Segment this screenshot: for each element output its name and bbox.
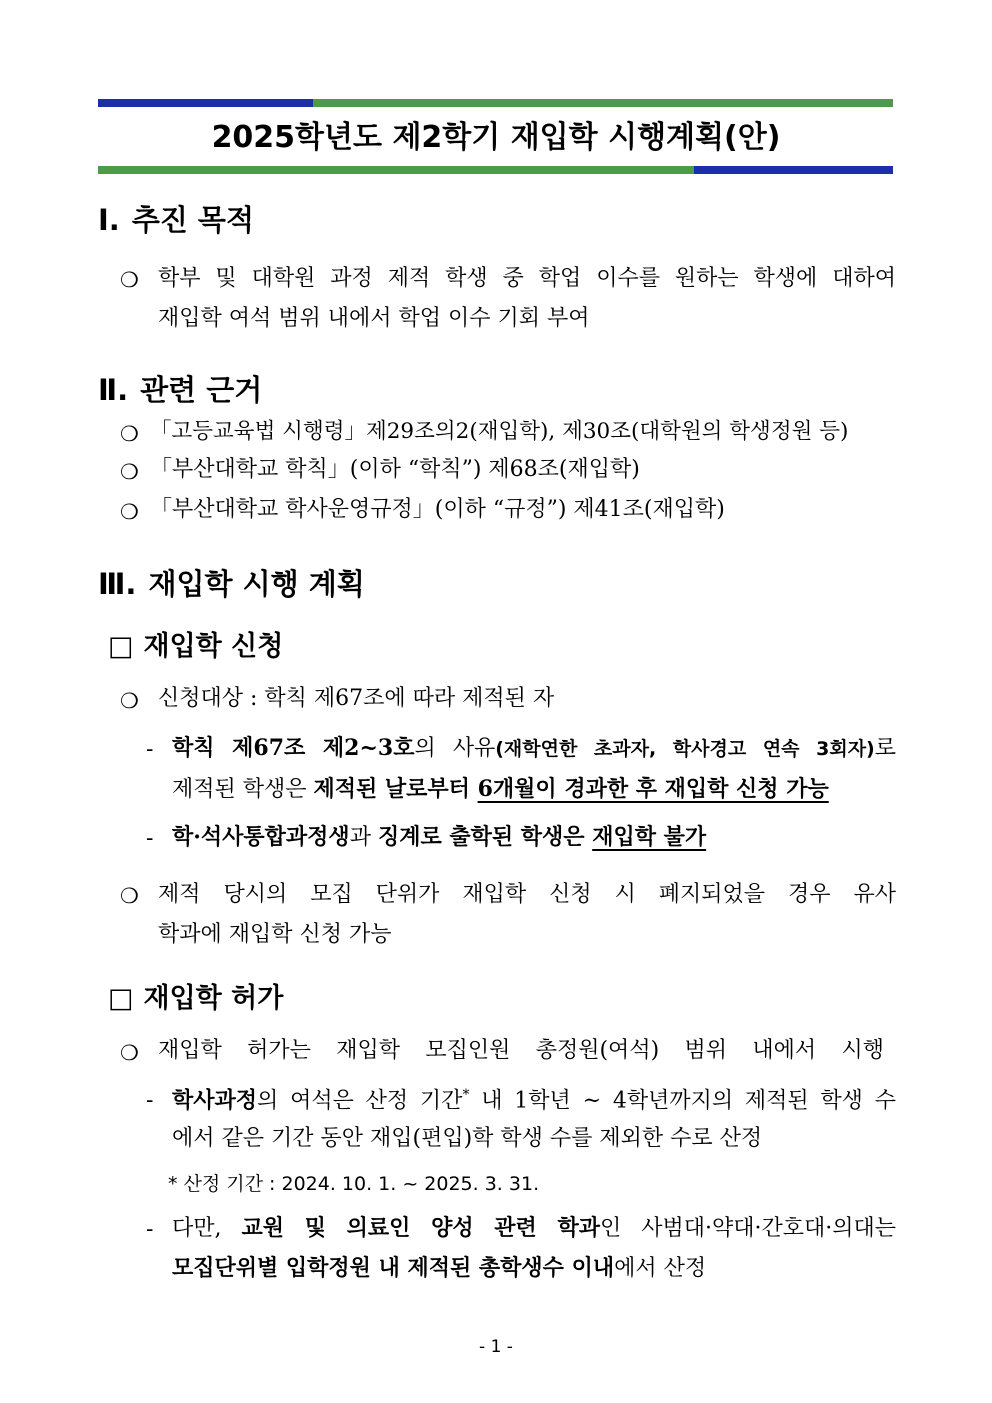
apply-reason-detail: (재학연한 초과자, 학사경고 연속 3회자): [495, 738, 875, 760]
apply-heading-text: 재입학 신청: [143, 631, 284, 662]
apply-reason-line-1: [172, 737, 896, 760]
permit-period-note: * 산정 기간 : 2024. 10. 1. ~ 2025. 3. 31.: [168, 1173, 540, 1195]
page-number: - 1 -: [479, 1337, 513, 1357]
purpose-line-2: 재입학 여석 범위 내에서 학업 이수 기회 부여: [158, 306, 590, 331]
bullet-icon: ❍: [120, 689, 139, 713]
title-bar-bottom-blue: [694, 166, 893, 174]
apply-exclusion-and: 과: [349, 825, 378, 850]
permit-undergrad-text: 의 여석은 산정 기간: [257, 1088, 463, 1114]
permit-undergrad-line-1: [172, 1088, 896, 1112]
section-3-title: 재입학 시행 계획: [148, 567, 365, 601]
permit-undergrad-line-2: 에서 같은 기간 동안 재입(편입)학 학생 수를 제외한 수로 산정: [172, 1126, 763, 1151]
section-1-number: Ⅰ.: [98, 203, 120, 237]
basis-item-1: 「고등교육법 시행령」제29조의2(재입학), 제30조(대학원의 학생정원 등): [150, 419, 849, 444]
bullet-icon: ❍: [120, 500, 139, 524]
permit-exception-line-2: [172, 1257, 706, 1280]
apply-abolish-line-2: 학과에 재입학 신청 가능: [158, 922, 392, 947]
basis-item-2: 「부산대학교 학칙」(이하 “학칙”) 제68조(재입학): [150, 457, 640, 482]
apply-reason-expelled: 제적된 학생은: [172, 777, 314, 802]
permit-exception-however: 다만,: [172, 1216, 242, 1241]
permit-exception-line-1: [172, 1217, 896, 1240]
title-bar-top-blue: [98, 99, 313, 107]
permit-exception-colleges: 인 사범대·약대·간호대·의대는: [599, 1216, 896, 1241]
permit-undergrad-range: 내 1학년 ~ 4학년까지의 제적된 학생 수: [469, 1088, 896, 1114]
apply-exclusion-integrated: 학·석사통합과정생: [172, 824, 350, 850]
section-3-number: Ⅲ.: [98, 567, 137, 601]
box-icon: □: [108, 631, 134, 662]
purpose-line-1: 학부 및 대학원 과정 제적 학생 중 학업 이수를 원하는 학생에 대하여: [158, 266, 896, 291]
apply-reason-text: 의 사유: [414, 736, 496, 761]
permit-exception-departments: 교원 및 의료인 양성 관련 학과: [241, 1215, 600, 1241]
section-2-heading: [98, 368, 262, 409]
permit-heading: [108, 976, 283, 1015]
title-bar-top-green: [313, 99, 893, 107]
section-1-heading: [98, 198, 254, 239]
document-title: 2025학년도 제2학기 재입학 시행계획(안): [211, 120, 781, 155]
section-1-title: 추진 목적: [131, 203, 254, 237]
bullet-icon: ❍: [120, 268, 139, 292]
apply-heading: [108, 624, 283, 663]
permit-exception-quota: 모집단위별 입학정원 내 제적된 총학생수 이내: [172, 1255, 615, 1281]
section-2-number: Ⅱ.: [98, 373, 129, 407]
dash-icon: -: [146, 826, 154, 851]
apply-abolish-line-1: 제적 당시의 모집 단위가 재입학 신청 시 폐지되었을 경우 유사: [158, 882, 896, 907]
box-icon: □: [108, 983, 134, 1014]
bullet-icon: ❍: [120, 884, 139, 908]
bullet-icon: ❍: [120, 422, 139, 446]
apply-exclusion-discipline: 징계로 출학된 학생은: [377, 824, 593, 850]
dash-icon: -: [146, 1088, 154, 1113]
permit-undergrad-label: 학사과정: [172, 1087, 258, 1114]
apply-exclusion-line: [172, 826, 706, 849]
dash-icon: -: [146, 1217, 154, 1242]
apply-reason-line-2: [172, 778, 829, 801]
dash-icon: -: [146, 737, 154, 762]
permit-heading-text: 재입학 허가: [143, 983, 284, 1014]
basis-item-3: 「부산대학교 학사운영규정」(이하 “규정”) 제41조(재입학): [150, 497, 725, 522]
apply-reason-suffix: 로: [874, 736, 897, 761]
permit-exception-suffix: 에서 산정: [614, 1256, 707, 1281]
apply-reason-six-months: 6개월이 경과한 후 재입학 신청 가능: [477, 776, 829, 802]
apply-reason-article: 학칙 제67조 제2~3호: [172, 735, 415, 761]
permit-undergrad-star: *: [462, 1087, 470, 1103]
bullet-icon: ❍: [120, 1041, 139, 1065]
apply-reason-from-date: 제적된 날로부터: [313, 776, 478, 802]
title-bar-bottom-green: [98, 166, 694, 174]
permit-main: 재입학 허가는 재입학 모집인원 총정원(여석) 범위 내에서 시행: [158, 1038, 884, 1063]
apply-exclusion-not-allowed: 재입학 불가: [592, 824, 707, 850]
section-3-heading: [98, 562, 365, 603]
bullet-icon: ❍: [120, 460, 139, 484]
apply-target: 신청대상 : 학칙 제67조에 따라 제적된 자: [158, 686, 555, 711]
section-2-title: 관련 근거: [140, 373, 263, 407]
